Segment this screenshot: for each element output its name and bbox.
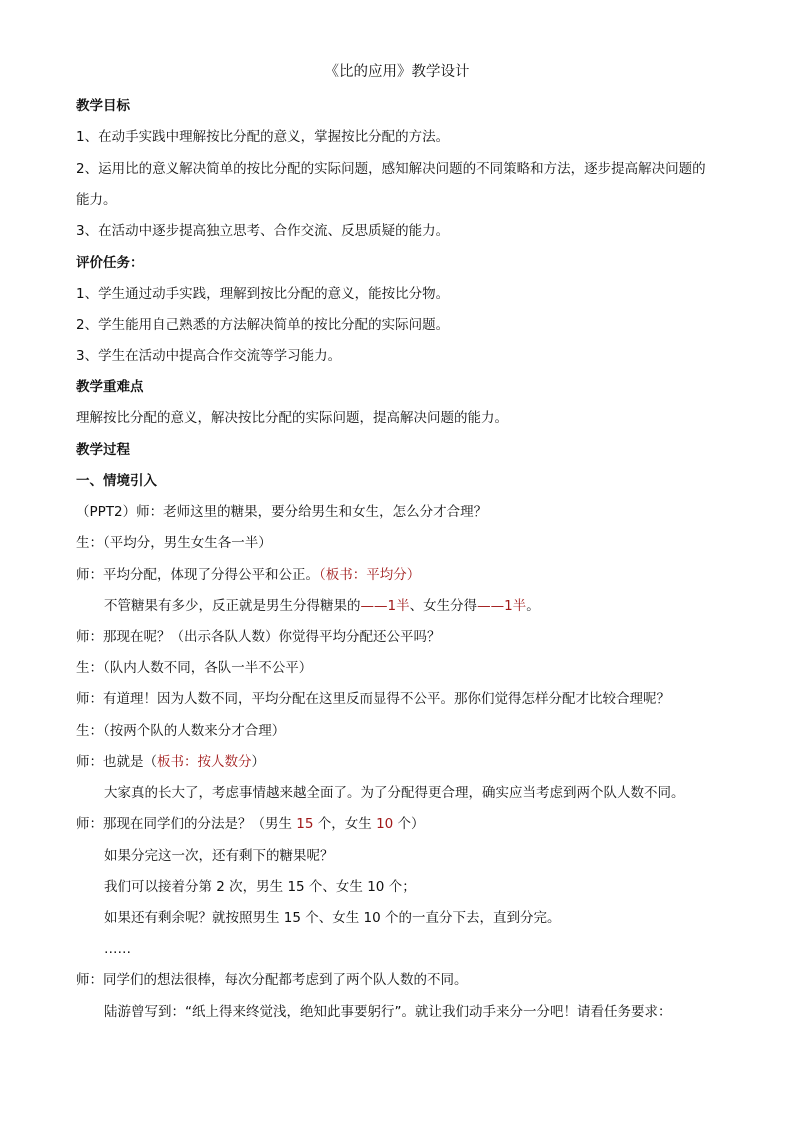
goal-item: 1、在动手实践中理解按比分配的意义，掌握按比分配的方法。 — [76, 129, 450, 145]
dialogue-line — [76, 566, 420, 584]
dialogue-line: 我们可以接着分第 2 次，男生 15 个、女生 10 个； — [104, 879, 416, 895]
dialogue-line — [76, 815, 425, 833]
key-points-heading: 教学重难点 — [76, 379, 144, 395]
highlight-number: 15 — [296, 816, 314, 832]
document-title: 《比的应用》教学设计 — [324, 64, 470, 80]
evaluation-item: 2、学生能用自己熟悉的方法解决简单的按比分配的实际问题。 — [76, 317, 450, 333]
highlight-text: ——1半 — [477, 598, 527, 614]
dialogue-line — [76, 753, 265, 771]
ellipsis: …… — [104, 941, 131, 957]
dialogue-text: 、女生分得 — [409, 598, 478, 614]
evaluation-item: 1、学生通过动手实践，理解到按比分配的意义，能按比分物。 — [76, 286, 450, 302]
evaluation-item: 3、学生在活动中提高合作交流等学习能力。 — [76, 348, 342, 364]
dialogue-text: 师：那现在同学们的分法是？（男生 — [76, 816, 297, 832]
highlight-number: 10 — [376, 816, 394, 832]
dialogue-line: （PPT2）师：老师这里的糖果，要分给男生和女生，怎么分才合理？ — [76, 504, 488, 520]
dialogue-text: 师：也就是（ — [76, 754, 157, 770]
goals-heading: 教学目标 — [76, 98, 130, 114]
dialogue-line: 如果还有剩余呢？就按照男生 15 个、女生 10 个的一直分下去，直到分完。 — [104, 910, 561, 926]
evaluation-heading: 评价任务： — [76, 255, 144, 271]
highlight-text: ——1半 — [360, 598, 410, 614]
dialogue-line: 生：（队内人数不同，各队一半不公平） — [76, 660, 313, 676]
process-heading: 教学过程 — [76, 442, 130, 458]
dialogue-line: 师：那现在呢？（出示各队人数）你觉得平均分配还公平吗？ — [76, 629, 441, 645]
dialogue-line: 生：（按两个队的人数来分才合理） — [76, 723, 286, 739]
dialogue-line — [104, 597, 540, 615]
dialogue-text: 不管糖果有多少，反正就是男生分得糖果的 — [104, 598, 361, 614]
dialogue-line: 师：有道理！因为人数不同，平均分配在这里反而显得不公平。那你们觉得怎样分配才比较合理呢？ — [76, 691, 670, 707]
dialogue-line: 大家真的长大了，考虑事情越来越全面了。为了分配得更合理，确实应当考虑到两个队人数不同。 — [104, 785, 685, 801]
dialogue-text: 。 — [526, 598, 540, 614]
board-note: （板书：平均分） — [319, 567, 421, 583]
section-heading: 一、情境引入 — [76, 473, 157, 489]
dialogue-line: 生：（平均分，男生女生各一半） — [76, 535, 272, 551]
dialogue-line: 师：同学们的想法很棒，每次分配都考虑到了两个队人数的不同。 — [76, 972, 468, 988]
goal-item: 能力。 — [76, 192, 117, 208]
dialogue-text: 个，女生 — [313, 816, 377, 832]
dialogue-text: 师：平均分配，体现了分得公平和公正。 — [76, 567, 319, 583]
goal-item: 2、运用比的意义解决简单的按比分配的实际问题，感知解决问题的不同策略和方法，逐步提高解决问题的 — [76, 161, 706, 177]
dialogue-text: 个） — [393, 816, 425, 832]
goal-item: 3、在活动中逐步提高独立思考、合作交流、反思质疑的能力。 — [76, 223, 450, 239]
dialogue-line: 陆游曾写到：“纸上得来终觉浅，绝知此事要躬行”。就让我们动手来分一分吧！请看任务要求： — [104, 1004, 672, 1020]
key-points-text: 理解按比分配的意义，解决按比分配的实际问题，提高解决问题的能力。 — [76, 410, 508, 426]
board-note: 板书：按人数分 — [157, 754, 252, 770]
dialogue-line: 如果分完这一次，还有剩下的糖果呢？ — [104, 848, 334, 864]
dialogue-text: ） — [251, 754, 265, 770]
